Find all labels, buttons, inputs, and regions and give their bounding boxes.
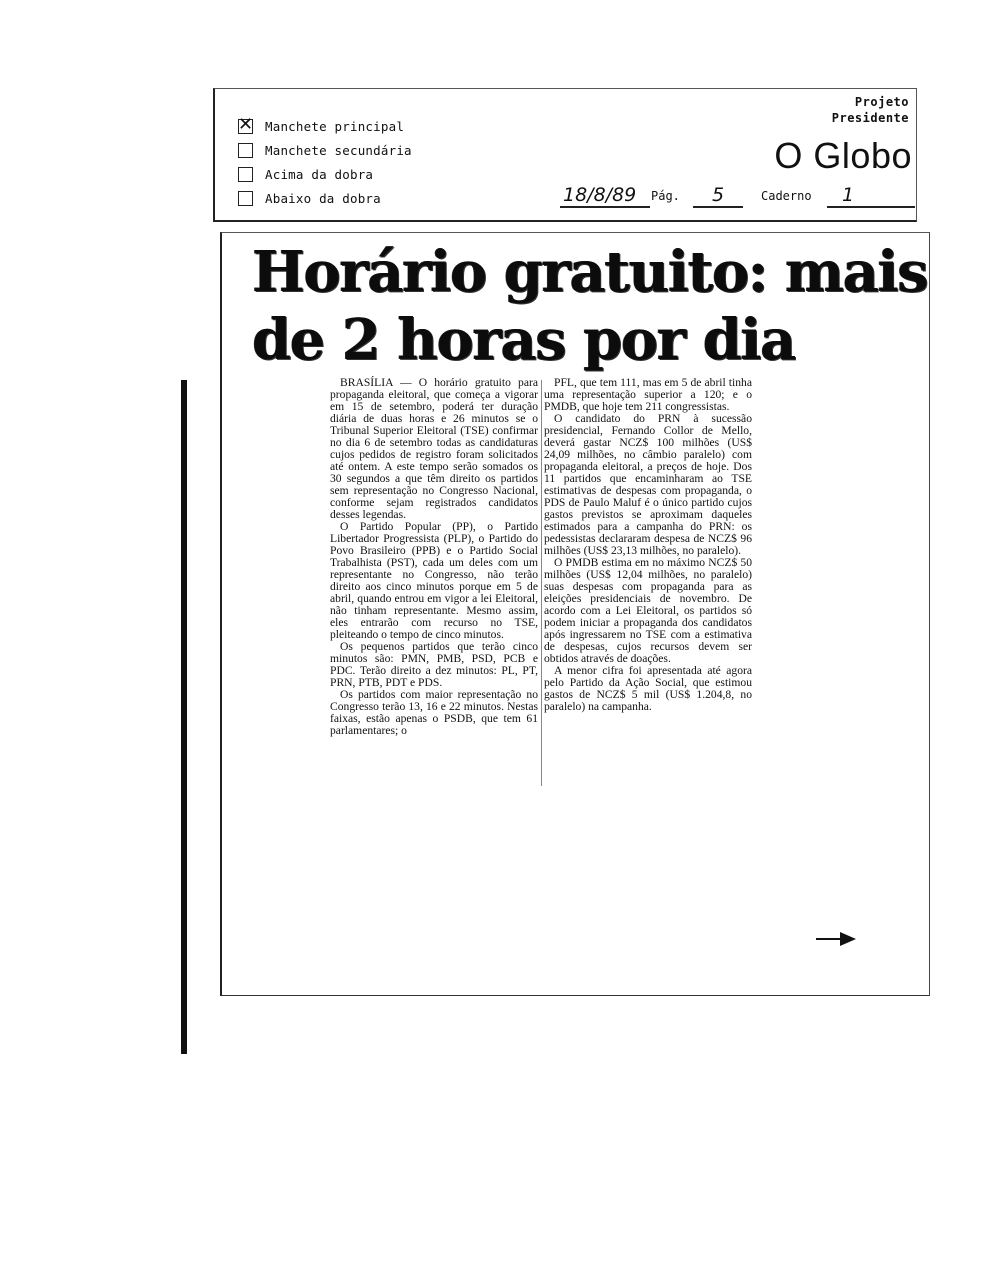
clipping-form-header bbox=[213, 88, 917, 222]
article-column-left bbox=[330, 377, 538, 737]
paragraph: O PMDB estima em no máximo NCZ$ 50 milhões (US$ 12,04 milhões, no paralelo) suas despesas com propaganda para as eleições presidenciais de novembro. De acordo com a Lei Eleitoral, os partidos só podem iniciar a propaganda dos candidatos após ingressarem no TSE com a estimativa de despesas, cujos recursos devem ser obtidos através de doações. bbox=[544, 556, 752, 665]
article-column-right bbox=[544, 377, 752, 713]
page-underline bbox=[693, 206, 743, 208]
paragraph: A menor cifra foi apresentada até agora pelo Partido da Ação Social, que estimou gastos de NCZ$ 5 mil (US$ 1.204,8, no paralelo) na campanha. bbox=[544, 664, 752, 713]
column-divider bbox=[541, 380, 542, 786]
article-headline: Horário gratuito: mais de 2 horas por dia bbox=[252, 239, 928, 373]
section-label: Caderno bbox=[761, 189, 812, 203]
paragraph: Os partidos com maior representação no Congresso terão 13, 16 e 22 minutos. Nestas faixas, estão apenas o PSDB, que tem 61 parlamentares; o bbox=[330, 688, 538, 737]
page-number: 5 bbox=[712, 184, 725, 206]
newspaper-name: O Globo bbox=[774, 135, 912, 176]
paragraph: O Partido Popular (PP), o Partido Libertador Progressista (PLP), o Partido do Povo Brasileiro (PPB) e o Partido Social Trabalhista (PST), cada um deles com um representante no Congresso, não terão direito aos cinco minutos porque em 5 de abril, quando entrou em vigor a lei Eleitoral, não tinham representante. Mesmo assim, eles entrarão com recurso no TSE, pleiteando o tempo de cinco minutos. bbox=[330, 520, 538, 641]
option-label: Manchete secundária bbox=[265, 142, 412, 158]
x-mark-icon: ✕ bbox=[238, 113, 254, 135]
option-label: Abaixo da dobra bbox=[265, 190, 381, 206]
checkbox[interactable] bbox=[238, 191, 253, 206]
section-underline bbox=[827, 206, 915, 208]
date-underline bbox=[560, 206, 650, 208]
option-label: Acima da dobra bbox=[265, 166, 374, 182]
option-acima-da-dobra[interactable] bbox=[238, 164, 373, 184]
option-manchete-secundaria[interactable] bbox=[238, 140, 412, 160]
scan-margin-bar bbox=[181, 380, 187, 1054]
page-label: Pág. bbox=[651, 189, 680, 203]
right-arrow-icon bbox=[816, 929, 856, 949]
project-label bbox=[832, 94, 909, 126]
checkbox[interactable] bbox=[238, 167, 253, 182]
checkbox[interactable] bbox=[238, 143, 253, 158]
paragraph: O candidato do PRN à sucessão presidencial, Fernando Collor de Mello, deverá gastar NCZ$ 100 milhões (US$ 24,09 milhões, no câmbio paralelo) com propaganda eleitoral, a preços de hoje. Dos 11 partidos que encaminharam ao TSE estimativas de despesas com propaganda, o PDS de Paulo Maluf é o único partido cujos gastos previstos se aproximam daqueles estimados para a campanha do PRN: os pedessistas declararam despesa de NCZ$ 96 milhões (US$ 23,13 milhões, no paralelo). bbox=[544, 412, 752, 557]
paragraph: BRASÍLIA — O horário gratuito para propaganda eleitoral, que começa a vigorar em 15 de setembro, poderá ter duração diária de duas horas e 26 minutos se o Tribunal Superior Eleitoral (TSE) confirmar no dia 6 de setembro todas as candidaturas cujos pedidos de registro foram solicitados até ontem. A este tempo serão somados os 30 segundos a que têm direito os partidos sem representação no Congresso Nacional, conforme sejam registrados candidatos desses legendas. bbox=[330, 376, 538, 521]
paragraph: Os pequenos partidos que terão cinco minutos são: PMN, PMB, PSD, PCB e PDC. Terão direito a dez minutos: PL, PT, PRN, PTB, PDT e PDS. bbox=[330, 640, 538, 689]
date-value: 18/8/89 bbox=[563, 184, 637, 206]
paragraph: PFL, que tem 111, mas em 5 de abril tinha uma representação superior a 120; e o PMDB, que hoje tem 211 congressistas. bbox=[544, 376, 752, 413]
project-line-2: Presidente bbox=[831, 111, 909, 125]
option-manchete-principal[interactable] bbox=[238, 113, 405, 136]
section-number: 1 bbox=[842, 184, 855, 206]
checkbox[interactable] bbox=[238, 113, 254, 135]
project-line-1: Projeto bbox=[854, 95, 909, 109]
option-label: Manchete principal bbox=[265, 118, 405, 134]
option-abaixo-da-dobra[interactable] bbox=[238, 188, 381, 208]
